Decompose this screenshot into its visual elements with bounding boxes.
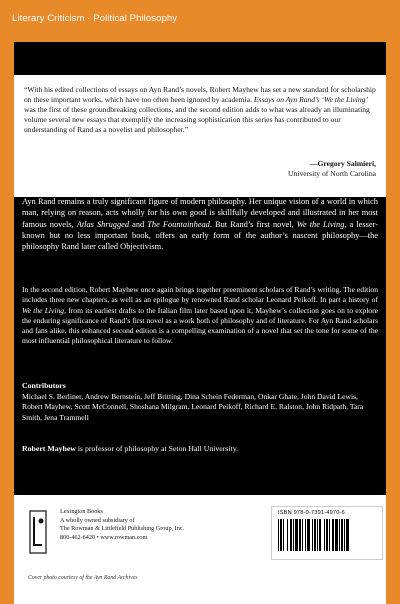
endorsement-author: —Gregory Salmieri, bbox=[309, 159, 376, 168]
contributors-list: Michael S. Berliner, Andrew Bernstein, Jeff Britting, Dina Schein Federman, Onkar Ghate, John David Lewis, Robert Mayhew, Scott McConnell, Shoshana Milgram, Leonard Peikoff, Richard E. Ralston, John Ridpath, Tara Smith, Jena Trammell bbox=[22, 392, 364, 422]
publisher-parent: The Rowman & Littlefield Publishing Group, Inc. bbox=[60, 525, 185, 533]
description-paragraph-2: In the second edition, Robert Mayhew once again brings together preeminent scholars of Rand’s writing. The edition includes three new chapters, as well as an epilogue by renowned Rand scholar Leonard Peikoff. In part a history of We the Living, from its earliest drafts to the Italian film later based upon it, Mayhew’s collection goes on to explore the enduring significance of Rand’s first novel as a work both of philosophy and of literature. For Ayn Rand scholars and fans alike, this enhanced second edition is a compelling examination of a novel that set the tone for some of the most influential philosophical literature to follow. bbox=[22, 285, 378, 346]
description-paragraph-1: Ayn Rand remains a truly significant figure of modern philosophy. Her unique vision of a world in which man, relying on reason, acts wholly for his own good is skillfully developed and illustrated in her most famous novels, Atlas Shrugged and The Fountainhead. But Rand’s first novel, We the Living, a lesser-known but no less important book, offers an early form of the author’s nascent philosophy—the philosophy Rand later called Objectivism. bbox=[22, 197, 378, 252]
author-bio-name: Robert Mayhew bbox=[22, 444, 76, 453]
author-bio-text: is professor of philosophy at Seton Hall University. bbox=[75, 444, 239, 453]
publisher-logo-icon bbox=[28, 509, 48, 555]
isbn-barcode bbox=[271, 506, 383, 560]
contributors-heading: Contributors bbox=[22, 381, 66, 390]
barcode-icon bbox=[276, 518, 378, 556]
category-label: Literary Criticism · Political Philosophy bbox=[12, 13, 178, 24]
publisher-contact: 800-462-6420 • www.rowman.com bbox=[60, 533, 148, 541]
publisher-name: Lexington Books bbox=[60, 508, 103, 515]
photo-credit: Cover photo courtesy of the Ayn Rand Archives bbox=[28, 575, 138, 581]
publisher-panel bbox=[14, 495, 386, 604]
category-bar bbox=[0, 0, 400, 42]
right-accent-strip bbox=[386, 42, 400, 604]
left-accent-strip bbox=[0, 42, 14, 604]
author-bio bbox=[22, 444, 238, 453]
endorsement-affiliation: University of North Carolina bbox=[288, 169, 376, 179]
isbn-number: ISBN 978-0-7391-4970-6 bbox=[278, 510, 345, 516]
endorsement-quote: “With his edited collections of essays on Ayn Rand’s novels, Robert Mayhew has set a new standard for scholarship on these important works, which have too often been ignored by academia. Essays on Ayn Rand’s ‘We the Living’ was the first of these groundbreaking collections, and the second edition adds to what was already an illuminating volume several new essays that exemplify the increasing sophistication this series has contributed to our understanding of Rand as a novelist and philosopher.” bbox=[24, 85, 376, 135]
publisher-subsidiary: A wholly owned subsidiary of bbox=[60, 516, 135, 524]
publisher-info bbox=[60, 508, 184, 542]
endorsement-attribution bbox=[288, 159, 376, 179]
endorsement-box bbox=[14, 75, 386, 197]
